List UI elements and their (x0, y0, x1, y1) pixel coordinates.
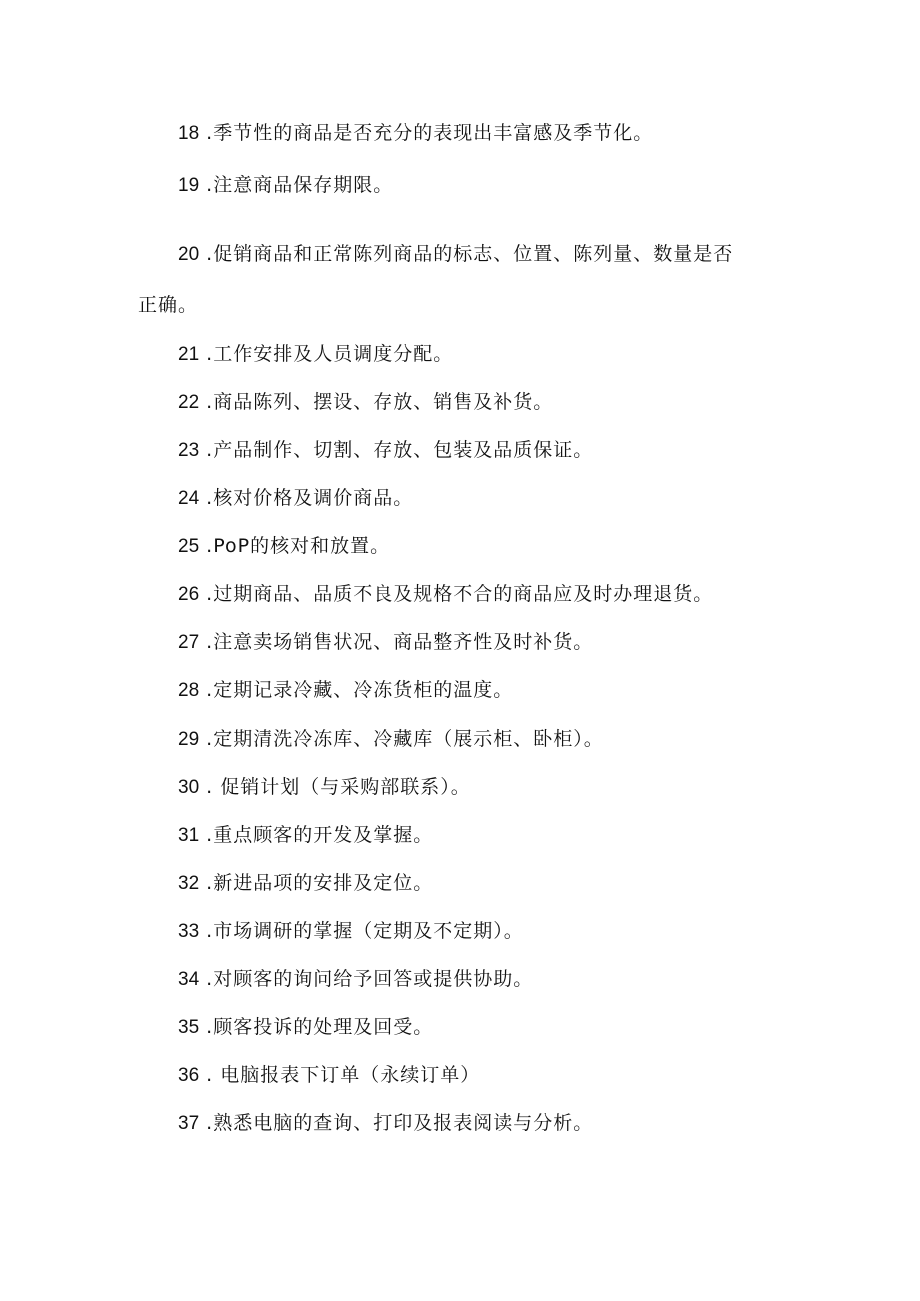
list-item (178, 342, 788, 367)
item-number: 30 (178, 777, 200, 798)
item-text-continuation: 正确。 (138, 294, 199, 316)
item-text: .注意商品保存期限。 (199, 174, 394, 196)
item-text: .市场调研的掌握（定期及不定期）。 (199, 920, 524, 942)
item-text: .顾客投诉的处理及回受。 (199, 1016, 434, 1038)
list-item (178, 727, 788, 752)
item-number: 19 (178, 175, 200, 196)
item-text: .定期记录冷藏、冷冻货柜的温度。 (199, 679, 514, 701)
item-text: . 促销计划（与采购部联系）。 (199, 776, 471, 798)
item-number: 29 (178, 729, 200, 750)
item-text: .核对价格及调价商品。 (199, 487, 414, 509)
item-number: 20 (178, 244, 200, 265)
item-number: 36 (178, 1065, 200, 1086)
item-text: .熟悉电脑的查询、打印及报表阅读与分析。 (199, 1112, 594, 1134)
list-item (178, 390, 788, 415)
item-text: .过期商品、品质不良及规格不合的商品应及时办理退货。 (199, 583, 714, 605)
item-text: .PoP的核对和放置。 (199, 535, 391, 557)
item-text: .产品制作、切割、存放、包装及品质保证。 (199, 439, 594, 461)
list-item (178, 1111, 788, 1136)
list-item (178, 871, 788, 896)
list-item (178, 242, 788, 267)
item-number: 21 (178, 344, 200, 365)
item-number: 22 (178, 392, 200, 413)
item-text: .对顾客的询问给予回答或提供协助。 (199, 968, 534, 990)
item-text: .定期清洗冷冻库、冷藏库（展示柜、卧柜）。 (199, 728, 604, 750)
list-item (178, 630, 788, 655)
item-text: .重点顾客的开发及掌握。 (199, 824, 434, 846)
list-item (178, 173, 788, 198)
item-text: .商品陈列、摆设、存放、销售及补货。 (199, 391, 554, 413)
item-text: . 电脑报表下订单（永续订单） (199, 1064, 481, 1086)
item-text: .新进品项的安排及定位。 (199, 872, 434, 894)
item-number: 27 (178, 632, 200, 653)
item-text: .促销商品和正常陈列商品的标志、位置、陈列量、数量是否 (199, 243, 734, 265)
list-item (178, 582, 788, 607)
item-number: 23 (178, 440, 200, 461)
list-item (178, 678, 788, 703)
item-number: 28 (178, 680, 200, 701)
list-item (178, 438, 788, 463)
list-item (178, 121, 788, 146)
item-number: 32 (178, 873, 200, 894)
list-item (178, 823, 788, 848)
item-number: 31 (178, 825, 200, 846)
item-number: 35 (178, 1017, 200, 1038)
list-item (178, 1063, 788, 1088)
item-text: .季节性的商品是否充分的表现出丰富感及季节化。 (199, 122, 654, 144)
item-number: 24 (178, 488, 200, 509)
list-item (178, 775, 788, 800)
list-item (178, 486, 788, 511)
item-text: .注意卖场销售状况、商品整齐性及时补货。 (199, 631, 594, 653)
item-number: 26 (178, 584, 200, 605)
item-number: 25 (178, 536, 200, 557)
list-item (178, 919, 788, 944)
item-number: 34 (178, 969, 200, 990)
item-number: 18 (178, 123, 200, 144)
list-item (178, 967, 788, 992)
item-number: 33 (178, 921, 200, 942)
item-number: 37 (178, 1113, 200, 1134)
list-item (178, 534, 788, 559)
list-item (178, 1015, 788, 1040)
item-text: .工作安排及人员调度分配。 (199, 343, 454, 365)
